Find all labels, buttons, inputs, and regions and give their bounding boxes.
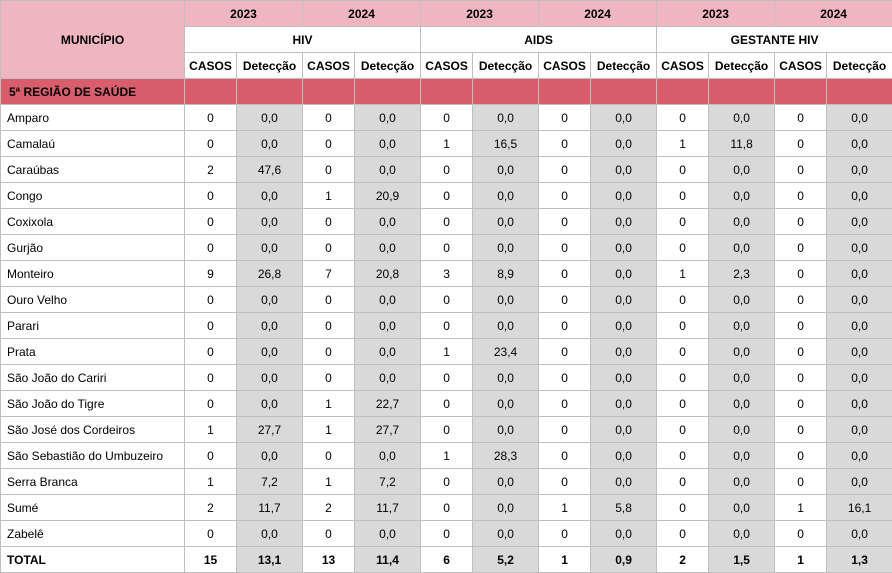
deteccao-cell: 0,0	[473, 157, 539, 183]
casos-cell: 0	[539, 261, 591, 287]
casos-cell: 1	[303, 183, 355, 209]
deteccao-cell: 28,3	[473, 443, 539, 469]
col-header: Detecção	[591, 53, 657, 79]
casos-cell: 0	[657, 521, 709, 547]
col-header: Detecção	[709, 53, 775, 79]
casos-cell: 0	[657, 365, 709, 391]
deteccao-cell: 0,0	[827, 313, 892, 339]
total-row	[1, 547, 892, 573]
casos-cell: 0	[775, 157, 827, 183]
casos-cell: 0	[303, 365, 355, 391]
casos-cell: 0	[775, 469, 827, 495]
casos-cell: 0	[775, 287, 827, 313]
deteccao-cell: 0,0	[827, 521, 892, 547]
deteccao-cell: 0,0	[473, 495, 539, 521]
deteccao-cell: 0,0	[709, 521, 775, 547]
casos-cell: 0	[185, 339, 237, 365]
deteccao-cell: 0,0	[237, 209, 303, 235]
casos-cell: 0	[185, 443, 237, 469]
casos-cell: 0	[421, 183, 473, 209]
deteccao-cell: 1,3	[827, 547, 892, 573]
deteccao-cell: 11,8	[709, 131, 775, 157]
casos-cell: 15	[185, 547, 237, 573]
header-year: 2024	[303, 1, 421, 27]
municipio-name: São José dos Cordeiros	[1, 417, 185, 443]
deteccao-cell: 0,0	[709, 339, 775, 365]
casos-cell: 0	[539, 313, 591, 339]
deteccao-cell: 0,0	[591, 157, 657, 183]
deteccao-cell: 0,0	[827, 235, 892, 261]
casos-cell: 0	[539, 443, 591, 469]
casos-cell: 1	[421, 339, 473, 365]
casos-cell: 0	[539, 131, 591, 157]
casos-cell: 1	[775, 495, 827, 521]
deteccao-cell: 0,0	[709, 287, 775, 313]
deteccao-cell: 0,0	[827, 157, 892, 183]
deteccao-cell: 0,0	[827, 339, 892, 365]
casos-cell: 0	[775, 235, 827, 261]
casos-cell: 0	[303, 235, 355, 261]
deteccao-cell: 27,7	[355, 417, 421, 443]
deteccao-cell: 0,0	[355, 105, 421, 131]
municipio-name: São Sebastião do Umbuzeiro	[1, 443, 185, 469]
municipio-name: Parari	[1, 313, 185, 339]
deteccao-cell: 0,0	[473, 417, 539, 443]
deteccao-cell: 0,0	[827, 391, 892, 417]
municipio-name: Gurjão	[1, 235, 185, 261]
deteccao-cell: 1,5	[709, 547, 775, 573]
casos-cell: 0	[185, 209, 237, 235]
table-row	[1, 495, 892, 521]
col-header: Detecção	[473, 53, 539, 79]
deteccao-cell: 0,0	[473, 365, 539, 391]
deteccao-cell: 0,0	[827, 183, 892, 209]
deteccao-cell: 0,0	[709, 365, 775, 391]
table-row	[1, 209, 892, 235]
col-header: CASOS	[421, 53, 473, 79]
table-row	[1, 391, 892, 417]
deteccao-cell: 23,4	[473, 339, 539, 365]
casos-cell: 0	[421, 287, 473, 313]
deteccao-cell: 0,0	[237, 287, 303, 313]
casos-cell: 0	[657, 209, 709, 235]
deteccao-cell: 0,0	[591, 209, 657, 235]
casos-cell: 0	[539, 209, 591, 235]
casos-cell: 0	[539, 235, 591, 261]
deteccao-cell: 0,0	[237, 131, 303, 157]
casos-cell: 0	[657, 287, 709, 313]
deteccao-cell: 0,0	[473, 391, 539, 417]
deteccao-cell: 0,0	[827, 105, 892, 131]
casos-cell: 0	[539, 183, 591, 209]
casos-cell: 0	[185, 235, 237, 261]
casos-cell: 0	[539, 157, 591, 183]
table-body	[1, 105, 892, 573]
deteccao-cell: 0,0	[709, 443, 775, 469]
col-header: CASOS	[657, 53, 709, 79]
deteccao-cell: 0,0	[237, 521, 303, 547]
casos-cell: 0	[539, 469, 591, 495]
municipio-name: Serra Branca	[1, 469, 185, 495]
deteccao-cell: 7,2	[237, 469, 303, 495]
casos-cell: 0	[185, 183, 237, 209]
table-row	[1, 443, 892, 469]
casos-cell: 0	[185, 287, 237, 313]
deteccao-cell: 0,0	[709, 391, 775, 417]
casos-cell: 0	[303, 131, 355, 157]
casos-cell: 0	[657, 157, 709, 183]
deteccao-cell: 11,4	[355, 547, 421, 573]
casos-cell: 1	[303, 391, 355, 417]
table-row	[1, 157, 892, 183]
casos-cell: 1	[657, 131, 709, 157]
casos-cell: 0	[775, 417, 827, 443]
deteccao-cell: 0,0	[591, 391, 657, 417]
municipio-name: Camalaú	[1, 131, 185, 157]
casos-cell: 0	[421, 209, 473, 235]
casos-cell: 0	[775, 365, 827, 391]
header-group-hiv: HIV	[185, 27, 421, 53]
casos-cell: 9	[185, 261, 237, 287]
deteccao-cell: 0,0	[237, 183, 303, 209]
deteccao-cell: 22,7	[355, 391, 421, 417]
deteccao-cell: 0,0	[709, 235, 775, 261]
deteccao-cell: 20,9	[355, 183, 421, 209]
casos-cell: 0	[775, 339, 827, 365]
casos-cell: 0	[657, 443, 709, 469]
deteccao-cell: 0,0	[827, 287, 892, 313]
deteccao-cell: 0,0	[709, 209, 775, 235]
casos-cell: 1	[185, 469, 237, 495]
municipio-name: Amparo	[1, 105, 185, 131]
casos-cell: 0	[185, 521, 237, 547]
casos-cell: 0	[421, 157, 473, 183]
deteccao-cell: 0,0	[827, 261, 892, 287]
deteccao-cell: 0,0	[355, 235, 421, 261]
casos-cell: 0	[303, 339, 355, 365]
municipio-name: São João do Tigre	[1, 391, 185, 417]
deteccao-cell: 0,0	[237, 365, 303, 391]
casos-cell: 1	[539, 547, 591, 573]
casos-cell: 0	[539, 339, 591, 365]
casos-cell: 1	[775, 547, 827, 573]
region-row	[1, 79, 892, 105]
deteccao-cell: 0,0	[237, 339, 303, 365]
deteccao-cell: 0,0	[355, 339, 421, 365]
casos-cell: 0	[775, 521, 827, 547]
deteccao-cell: 0,0	[355, 365, 421, 391]
casos-cell: 0	[539, 365, 591, 391]
table-row	[1, 365, 892, 391]
deteccao-cell: 0,0	[473, 469, 539, 495]
deteccao-cell: 0,0	[709, 313, 775, 339]
col-header: Detecção	[237, 53, 303, 79]
table-row	[1, 339, 892, 365]
header-year: 2023	[185, 1, 303, 27]
deteccao-cell: 13,1	[237, 547, 303, 573]
deteccao-cell: 0,0	[473, 105, 539, 131]
deteccao-cell: 0,0	[591, 261, 657, 287]
municipio-name: Congo	[1, 183, 185, 209]
municipio-name: Sumé	[1, 495, 185, 521]
casos-cell: 0	[303, 313, 355, 339]
casos-cell: 1	[303, 469, 355, 495]
casos-cell: 0	[303, 443, 355, 469]
deteccao-cell: 0,0	[591, 339, 657, 365]
deteccao-cell: 0,0	[355, 287, 421, 313]
deteccao-cell: 0,0	[591, 365, 657, 391]
deteccao-cell: 0,0	[591, 287, 657, 313]
municipio-name: Monteiro	[1, 261, 185, 287]
deteccao-cell: 47,6	[237, 157, 303, 183]
col-header: CASOS	[539, 53, 591, 79]
header-year: 2023	[657, 1, 775, 27]
casos-cell: 13	[303, 547, 355, 573]
deteccao-cell: 0,0	[827, 469, 892, 495]
casos-cell: 2	[185, 157, 237, 183]
header-year: 2024	[539, 1, 657, 27]
deteccao-cell: 0,0	[827, 443, 892, 469]
header-group-aids: AIDS	[421, 27, 657, 53]
casos-cell: 0	[775, 313, 827, 339]
casos-cell: 0	[775, 391, 827, 417]
deteccao-cell: 8,9	[473, 261, 539, 287]
casos-cell: 0	[657, 235, 709, 261]
casos-cell: 0	[421, 235, 473, 261]
deteccao-cell: 27,7	[237, 417, 303, 443]
deteccao-cell: 7,2	[355, 469, 421, 495]
casos-cell: 0	[303, 287, 355, 313]
casos-cell: 0	[421, 313, 473, 339]
casos-cell: 0	[185, 365, 237, 391]
deteccao-cell: 0,0	[473, 313, 539, 339]
deteccao-cell: 0,0	[709, 417, 775, 443]
total-label: TOTAL	[1, 547, 185, 573]
casos-cell: 0	[421, 365, 473, 391]
deteccao-cell: 0,0	[355, 157, 421, 183]
casos-cell: 0	[421, 391, 473, 417]
casos-cell: 1	[421, 131, 473, 157]
deteccao-cell: 11,7	[355, 495, 421, 521]
deteccao-cell: 0,0	[237, 105, 303, 131]
deteccao-cell: 0,0	[709, 157, 775, 183]
header-year-row	[1, 1, 892, 27]
table-row	[1, 183, 892, 209]
casos-cell: 0	[657, 469, 709, 495]
deteccao-cell: 0,0	[473, 209, 539, 235]
casos-cell: 0	[421, 105, 473, 131]
casos-cell: 0	[421, 521, 473, 547]
casos-cell: 0	[185, 105, 237, 131]
casos-cell: 0	[657, 183, 709, 209]
casos-cell: 2	[303, 495, 355, 521]
header-group-gestante-hiv: GESTANTE HIV	[657, 27, 892, 53]
table-row	[1, 105, 892, 131]
deteccao-cell: 0,0	[237, 235, 303, 261]
deteccao-cell: 0,0	[473, 235, 539, 261]
casos-cell: 1	[539, 495, 591, 521]
casos-cell: 0	[421, 469, 473, 495]
header-year: 2023	[421, 1, 539, 27]
deteccao-cell: 0,0	[473, 521, 539, 547]
deteccao-cell: 5,2	[473, 547, 539, 573]
table-row	[1, 235, 892, 261]
casos-cell: 2	[185, 495, 237, 521]
casos-cell: 1	[185, 417, 237, 443]
casos-cell: 0	[303, 105, 355, 131]
casos-cell: 0	[421, 495, 473, 521]
deteccao-cell: 0,9	[591, 547, 657, 573]
casos-cell: 1	[303, 417, 355, 443]
deteccao-cell: 0,0	[591, 417, 657, 443]
municipio-name: Coxixola	[1, 209, 185, 235]
casos-cell: 0	[657, 105, 709, 131]
table-row	[1, 417, 892, 443]
casos-cell: 1	[657, 261, 709, 287]
col-header: CASOS	[303, 53, 355, 79]
deteccao-cell: 0,0	[355, 443, 421, 469]
casos-cell: 0	[539, 391, 591, 417]
table-row	[1, 521, 892, 547]
casos-cell: 0	[303, 209, 355, 235]
table-row	[1, 261, 892, 287]
casos-cell: 0	[539, 105, 591, 131]
deteccao-cell: 0,0	[709, 495, 775, 521]
table-row	[1, 131, 892, 157]
deteccao-cell: 0,0	[709, 469, 775, 495]
table-row	[1, 287, 892, 313]
deteccao-cell: 0,0	[237, 391, 303, 417]
col-header: Detecção	[827, 53, 892, 79]
casos-cell: 0	[657, 339, 709, 365]
casos-cell: 0	[775, 261, 827, 287]
casos-cell: 0	[775, 131, 827, 157]
deteccao-cell: 0,0	[591, 131, 657, 157]
casos-cell: 0	[657, 417, 709, 443]
deteccao-cell: 16,5	[473, 131, 539, 157]
deteccao-cell: 16,1	[827, 495, 892, 521]
casos-cell: 0	[185, 131, 237, 157]
casos-cell: 0	[775, 105, 827, 131]
casos-cell: 0	[421, 417, 473, 443]
casos-cell: 0	[775, 443, 827, 469]
deteccao-cell: 0,0	[709, 105, 775, 131]
deteccao-cell: 0,0	[827, 365, 892, 391]
casos-cell: 0	[775, 183, 827, 209]
casos-cell: 0	[303, 521, 355, 547]
deteccao-cell: 0,0	[591, 443, 657, 469]
municipio-name: Prata	[1, 339, 185, 365]
casos-cell: 0	[539, 417, 591, 443]
casos-cell: 0	[657, 495, 709, 521]
municipio-name: Caraúbas	[1, 157, 185, 183]
col-header: CASOS	[775, 53, 827, 79]
deteccao-cell: 0,0	[473, 183, 539, 209]
casos-cell: 0	[185, 313, 237, 339]
deteccao-cell: 0,0	[591, 469, 657, 495]
deteccao-cell: 11,7	[237, 495, 303, 521]
deteccao-cell: 0,0	[709, 183, 775, 209]
deteccao-cell: 0,0	[591, 105, 657, 131]
header-municipio: MUNICÍPIO	[1, 1, 185, 79]
deteccao-cell: 2,3	[709, 261, 775, 287]
deteccao-cell: 0,0	[237, 443, 303, 469]
deteccao-cell: 0,0	[827, 417, 892, 443]
deteccao-cell: 0,0	[473, 287, 539, 313]
casos-cell: 0	[657, 313, 709, 339]
deteccao-cell: 0,0	[355, 209, 421, 235]
deteccao-cell: 26,8	[237, 261, 303, 287]
col-header: CASOS	[185, 53, 237, 79]
deteccao-cell: 0,0	[355, 313, 421, 339]
municipio-name: Ouro Velho	[1, 287, 185, 313]
col-header: Detecção	[355, 53, 421, 79]
deteccao-cell: 0,0	[591, 235, 657, 261]
deteccao-cell: 0,0	[591, 313, 657, 339]
table-row	[1, 469, 892, 495]
casos-cell: 7	[303, 261, 355, 287]
casos-cell: 3	[421, 261, 473, 287]
casos-cell: 1	[421, 443, 473, 469]
region-label: 5ª REGIÃO DE SAÚDE	[1, 79, 185, 105]
deteccao-cell: 0,0	[827, 209, 892, 235]
deteccao-cell: 0,0	[355, 521, 421, 547]
deteccao-cell: 0,0	[237, 313, 303, 339]
deteccao-cell: 5,8	[591, 495, 657, 521]
deteccao-cell: 0,0	[591, 183, 657, 209]
deteccao-cell: 0,0	[355, 131, 421, 157]
deteccao-cell: 0,0	[591, 521, 657, 547]
casos-cell: 0	[303, 157, 355, 183]
casos-cell: 0	[539, 287, 591, 313]
casos-cell: 2	[657, 547, 709, 573]
municipio-name: Zabelê	[1, 521, 185, 547]
casos-cell: 0	[775, 209, 827, 235]
header-year: 2024	[775, 1, 892, 27]
casos-cell: 0	[185, 391, 237, 417]
municipio-name: São João do Cariri	[1, 365, 185, 391]
casos-cell: 6	[421, 547, 473, 573]
casos-cell: 0	[539, 521, 591, 547]
deteccao-cell: 20,8	[355, 261, 421, 287]
deteccao-cell: 0,0	[827, 131, 892, 157]
casos-cell: 0	[657, 391, 709, 417]
table-row	[1, 313, 892, 339]
